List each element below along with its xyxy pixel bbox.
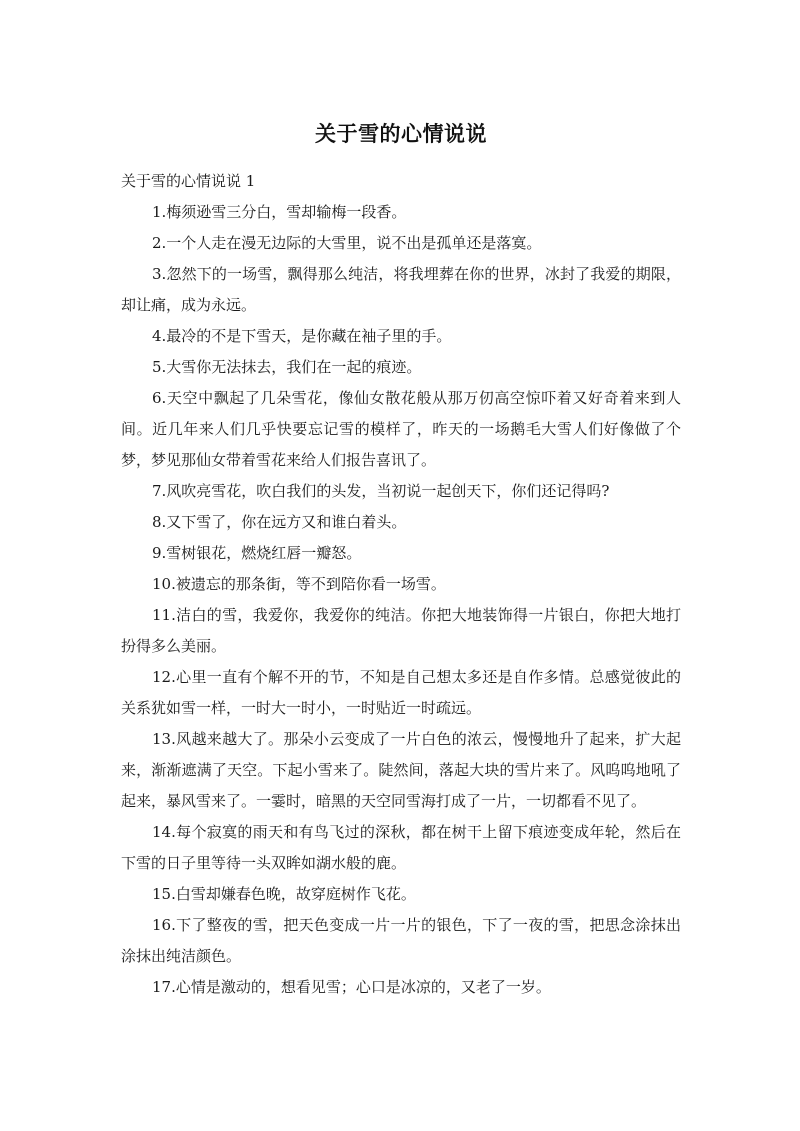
list-item: 15.白雪却嫌春色晚，故穿庭树作飞花。	[152, 885, 416, 903]
list-item: 9.雪树银花，燃烧红唇一瓣怒。	[152, 544, 362, 562]
document-title: 关于雪的心情说说	[315, 122, 487, 146]
saying-list	[121, 197, 681, 1003]
list-item: 11.洁白的雪，我爱你，我爱你的纯洁。你把大地装饰得一片银白，你把大地打扮得多么美丽。	[121, 606, 681, 655]
list-item: 2.一个人走在漫无边际的大雪里，说不出是孤单还是落寞。	[152, 234, 542, 252]
list-item: 1.梅须逊雪三分白，雪却输梅一段香。	[152, 203, 407, 221]
list-item: 3.忽然下的一场雪，飘得那么纯洁，将我埋葬在你的世界，冰封了我爱的期限，却让痛，成为永远。	[121, 265, 681, 314]
list-item: 12.心里一直有个解不开的节，不知是自己想太多还是自作多情。总感觉彼此的关系犹如雪一样，一时大一时小，一时贴近一时疏远。	[121, 668, 681, 717]
list-item: 13.风越来越大了。那朵小云变成了一片白色的浓云，慢慢地升了起来，扩大起来，渐渐遮满了天空。下起小雪来了。陡然间，落起大块的雪片来了。风呜呜地吼了起来，暴风雪来了。一霎时，暗黑的天空同雪海打成了一片，一切都看不见了。	[121, 730, 681, 810]
list-item: 8.又下雪了，你在远方又和谁白着头。	[152, 513, 407, 531]
list-item: 17.心情是激动的，想看见雪；心口是冰凉的，又老了一岁。	[152, 978, 551, 996]
list-item: 7.风吹亮雪花，吹白我们的头发，当初说一起创天下，你们还记得吗?	[152, 482, 610, 500]
list-item: 14.每个寂寞的雨天和有鸟飞过的深秋，都在树干上留下痕迹变成年轮，然后在下雪的日子里等待一头双眸如湖水般的鹿。	[121, 823, 681, 872]
list-item: 4.最冷的不是下雪天，是你藏在袖子里的手。	[152, 327, 452, 345]
section-heading: 关于雪的心情说说 1	[121, 172, 256, 190]
list-item: 10.被遗忘的那条街，等不到陪你看一场雪。	[152, 575, 446, 593]
list-item: 5.大雪你无法抹去，我们在一起的痕迹。	[152, 358, 422, 376]
list-item: 6.天空中飘起了几朵雪花，像仙女散花般从那万仞高空惊吓着又好奇着来到人间。近几年来人们几乎快要忘记雪的模样了，昨天的一场鹅毛大雪人们好像做了个梦，梦见那仙女带着雪花来给人们报告喜讯了。	[121, 389, 681, 469]
list-item: 16.下了整夜的雪，把天色变成一片一片的银色，下了一夜的雪，把思念涂抹出涂抹出纯洁颜色。	[121, 916, 681, 965]
